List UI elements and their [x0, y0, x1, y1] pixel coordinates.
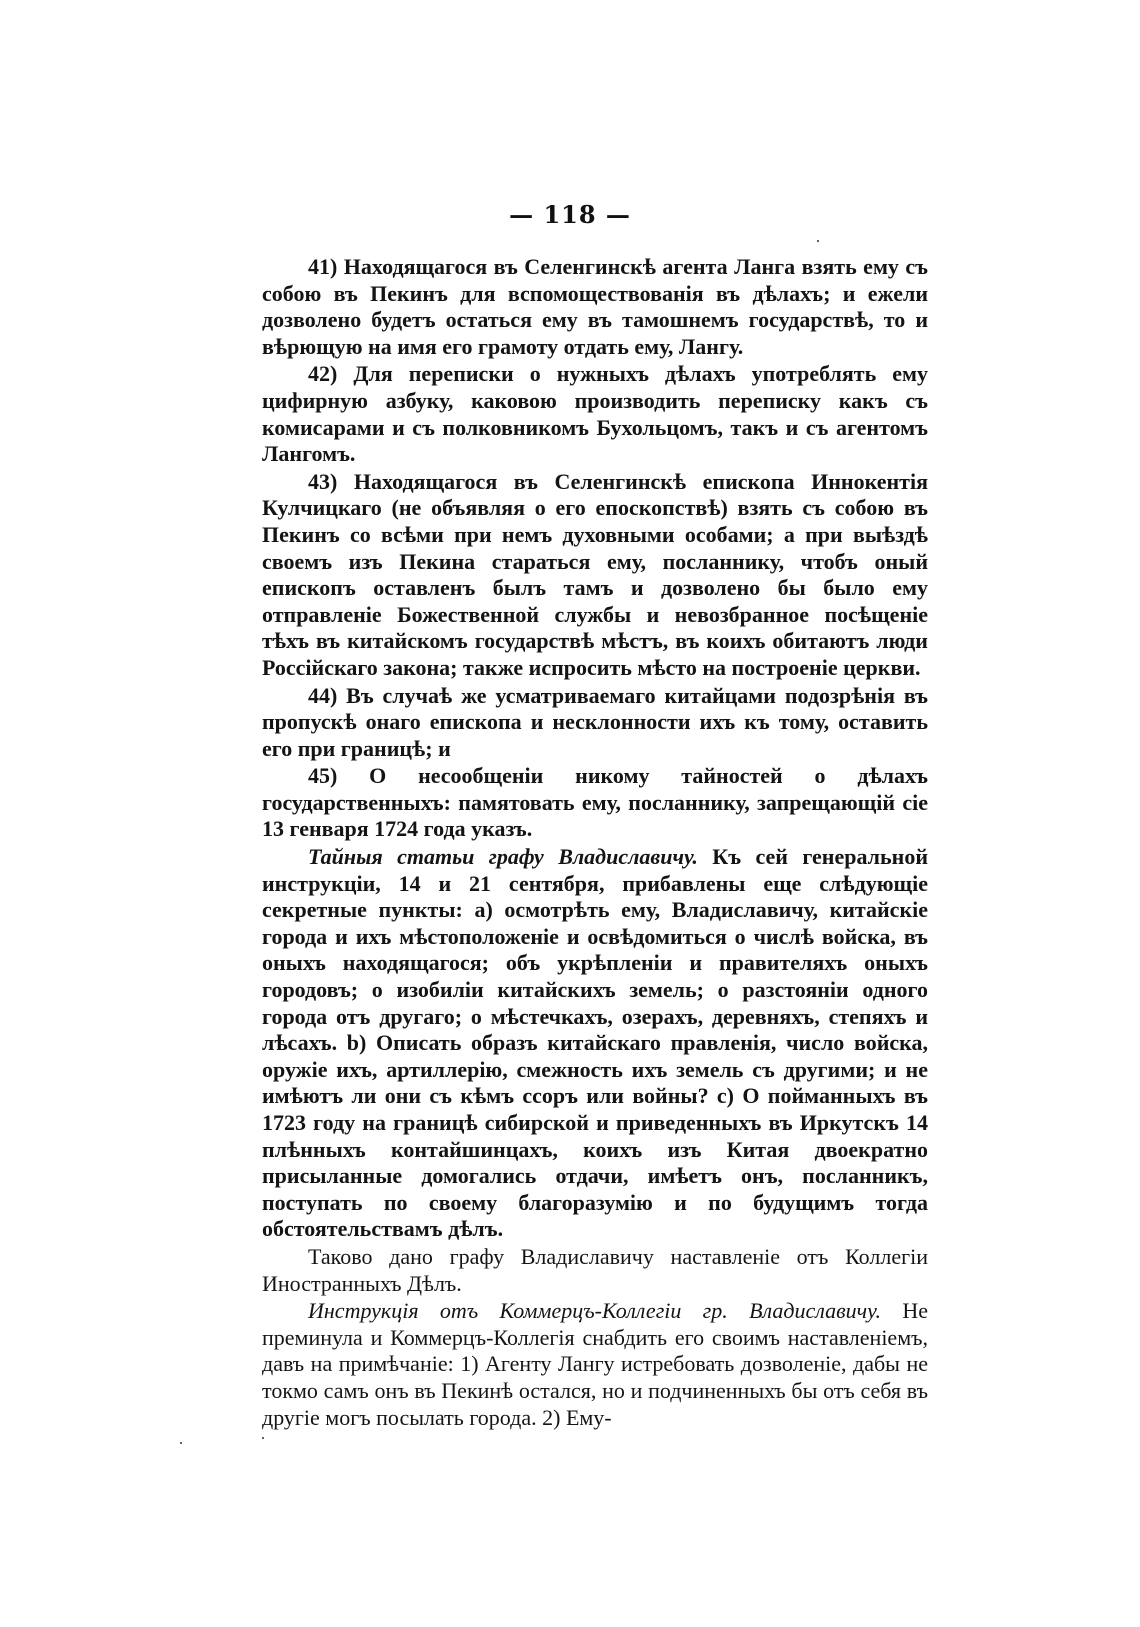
scan-speck	[817, 240, 819, 242]
commerce-instruction-text: Не преминула и Коммерцъ-Коллегія снабдить его своимъ наставленіемъ, давъ на примѣчаніе: 1) Агенту Лангу истребовать дозволеніе, дабы не токмо самъ онъ въ Пекинѣ остался, но и подчиненныхъ бы отъ себя въ другіе могъ посылать города. 2) Ему-	[262, 1298, 928, 1430]
paragraph-44: 44) Въ случаѣ же усматриваемаго китайцами подозрѣнія въ пропускѣ онаго епископа и несклонности ихъ къ тому, оставить его при границѣ; и	[262, 682, 928, 761]
commerce-instruction-heading: Инструкція отъ Коммерцъ-Коллегіи гр. Владиславичу.	[308, 1298, 882, 1324]
body-text	[262, 254, 928, 1431]
paragraph-summary: Таково дано графу Владиславичу наставленіе отъ Коллегіи Иностранныхъ Дѣлъ.	[262, 1243, 928, 1296]
page-number: — 118 —	[509, 200, 631, 229]
paragraph-secret-articles	[262, 844, 928, 1243]
scan-speck	[262, 1437, 264, 1439]
paragraph-41: 41) Находящагося въ Селенгинскѣ агента Ланга взять ему съ собою въ Пекинъ для вспомоществованія въ дѣлахъ; и ежели дозволено будетъ остаться ему въ тамошнемъ государствѣ, то и вѣрющую на имя его грамоту отдать ему, Лангу.	[262, 254, 928, 359]
scan-speck	[180, 1442, 182, 1444]
paragraph-42: 42) Для переписки о нужныхъ дѣлахъ употреблять ему цифирную азбуку, каковою производить переписку какъ съ комисарами и съ полковникомъ Бухольцомъ, такъ и съ агентомъ Лангомъ.	[262, 361, 928, 467]
secret-articles-heading: Тайныя статьи графу Владиславичу.	[308, 844, 698, 870]
secret-articles-text: Къ сей генеральной инструкціи, 14 и 21 сентября, прибавлены еще слѣдующіе секретные пункты: а) осмотрѣть ему, Владиславичу, китайскіе города и ихъ мѣстоположеніе и освѣдомиться о числѣ войска, въ оныхъ находящагося; объ укрѣпленіи и правителяхъ оныхъ городовъ; о изобиліи китайскихъ земель; о разстояніи одного города отъ другаго; о мѣстечкахъ, озерахъ, деревняхъ, степяхъ и лѣсахъ. b) Описать образъ китайскаго правленія, число войска, оружіе ихъ, артиллерію, смежность ихъ земель съ другими; и не имѣютъ ли они съ кѣмъ ссоръ или войны? с) О пойманныхъ въ 1723 году на границѣ сибирской и приведенныхъ въ Иркутскъ 14 плѣнныхъ контайшинцахъ, коихъ изъ Китая двоекратно присыланные домогались отдачи, имѣетъ онъ, посланникъ, поступать по своему благоразумію и по будущимъ тогда обстоятельствамъ дѣлъ.	[262, 844, 928, 1242]
paragraph-43: 43) Находящагося въ Селенгинскѣ епископа Иннокентія Кулчицкаго (не объявляя о его епоскопствѣ) взять съ собою въ Пекинъ со всѣми при немъ духовными особами; а при выѣздѣ своемъ изъ Пекина стараться ему, посланнику, чтобъ оный епископъ оставленъ былъ тамъ и дозволено бы было ему отправленіе Божественной службы и невозбранное посѣщеніе тѣхъ въ китайскомъ государствѣ мѣстъ, въ коихъ обитаютъ люди Россійскаго закона; также испросить мѣсто на построеніе церкви.	[262, 468, 928, 680]
paragraph-45: 45) О несообщеніи никому тайностей о дѣлахъ государственныхъ: памятовать ему, посланнику, запрещающій сіе 13 генваря 1724 года указъ.	[262, 763, 928, 842]
paragraph-commerce-instruction	[262, 1298, 928, 1431]
